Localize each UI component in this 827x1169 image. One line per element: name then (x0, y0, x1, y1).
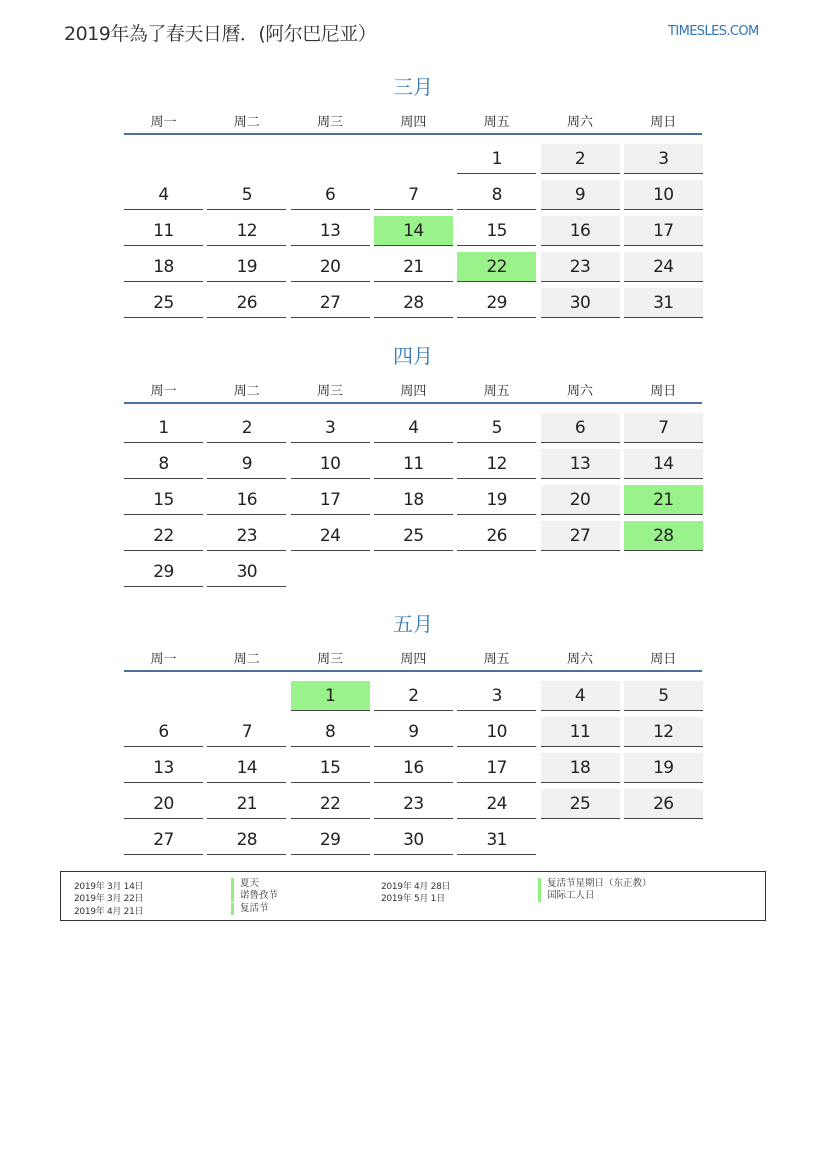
weekday-header: 周二 (233, 384, 260, 399)
holiday-cell: 1 (291, 681, 370, 711)
day-cell: 24 (291, 521, 370, 551)
day-cell: 12 (207, 216, 286, 246)
day-cell: 22 (291, 789, 370, 819)
weekday-header: 周五 (483, 115, 510, 130)
day-cell: 1 (457, 144, 536, 174)
day-cell: 3 (291, 413, 370, 443)
day-cell: 27 (291, 288, 370, 318)
holiday-cell: 22 (457, 252, 536, 282)
day-cell: 13 (291, 216, 370, 246)
day-cell: 15 (291, 753, 370, 783)
day-cell: 24 (624, 252, 703, 282)
day-cell: 20 (291, 252, 370, 282)
holiday-cell: 21 (624, 485, 703, 515)
month-title: 五月 (393, 612, 433, 636)
weekday-header: 周一 (150, 652, 177, 667)
day-cell: 8 (457, 180, 536, 210)
day-cell: 27 (124, 825, 203, 855)
weekday-header: 周二 (233, 115, 260, 130)
day-cell: 27 (541, 521, 620, 551)
day-cell: 15 (124, 485, 203, 515)
weekday-header: 周六 (566, 652, 593, 667)
legend-date: 2019年 3月 14日 (74, 882, 144, 892)
weekday-header: 周五 (483, 384, 510, 399)
legend-name: 国际工人日 (538, 890, 595, 902)
weekday-header: 周一 (150, 115, 177, 130)
day-cell: 23 (207, 521, 286, 551)
weekday-header: 周四 (400, 384, 427, 399)
day-cell: 29 (124, 557, 203, 587)
day-cell: 31 (457, 825, 536, 855)
holiday-cell: 14 (374, 216, 453, 246)
day-cell: 19 (624, 753, 703, 783)
day-cell: 26 (207, 288, 286, 318)
day-cell: 10 (457, 717, 536, 747)
day-cell: 6 (124, 717, 203, 747)
day-cell: 10 (624, 180, 703, 210)
day-cell: 9 (207, 449, 286, 479)
holiday-legend (60, 871, 766, 921)
day-cell: 6 (291, 180, 370, 210)
day-cell: 11 (541, 717, 620, 747)
day-cell: 18 (374, 485, 453, 515)
weekday-header: 周日 (650, 115, 677, 130)
day-cell: 18 (541, 753, 620, 783)
day-cell: 2 (207, 413, 286, 443)
weekday-header: 周日 (650, 652, 677, 667)
day-cell: 9 (541, 180, 620, 210)
day-cell: 28 (374, 288, 453, 318)
day-cell: 23 (374, 789, 453, 819)
month-title: 三月 (393, 75, 433, 99)
day-cell: 14 (624, 449, 703, 479)
day-cell: 17 (291, 485, 370, 515)
day-cell: 17 (457, 753, 536, 783)
header-rule (124, 670, 702, 672)
day-cell: 26 (624, 789, 703, 819)
day-cell: 7 (624, 413, 703, 443)
day-cell: 9 (374, 717, 453, 747)
day-cell: 4 (541, 681, 620, 711)
day-cell: 29 (291, 825, 370, 855)
day-cell: 29 (457, 288, 536, 318)
weekday-header: 周六 (566, 384, 593, 399)
weekday-header: 周四 (400, 652, 427, 667)
day-cell: 6 (541, 413, 620, 443)
day-cell: 14 (207, 753, 286, 783)
day-cell: 18 (124, 252, 203, 282)
day-cell: 12 (624, 717, 703, 747)
weekday-header: 周四 (400, 115, 427, 130)
day-cell: 25 (374, 521, 453, 551)
day-cell: 11 (374, 449, 453, 479)
day-cell: 22 (124, 521, 203, 551)
day-cell: 21 (374, 252, 453, 282)
day-cell: 21 (207, 789, 286, 819)
day-cell: 26 (457, 521, 536, 551)
legend-date: 2019年 4月 21日 (74, 907, 144, 917)
day-cell: 12 (457, 449, 536, 479)
weekday-header: 周一 (150, 384, 177, 399)
day-cell: 11 (124, 216, 203, 246)
weekday-header: 周三 (317, 115, 344, 130)
day-cell: 20 (541, 485, 620, 515)
day-cell: 15 (457, 216, 536, 246)
day-cell: 13 (541, 449, 620, 479)
brand-link[interactable]: TIMESLES.COM (668, 24, 759, 39)
legend-name: 复活节 (231, 903, 269, 915)
day-cell: 8 (124, 449, 203, 479)
day-cell: 4 (374, 413, 453, 443)
day-cell: 8 (291, 717, 370, 747)
day-cell: 4 (124, 180, 203, 210)
weekday-header: 周三 (317, 384, 344, 399)
day-cell: 16 (207, 485, 286, 515)
day-cell: 28 (207, 825, 286, 855)
day-cell: 3 (457, 681, 536, 711)
month-title: 四月 (393, 344, 433, 368)
day-cell: 30 (374, 825, 453, 855)
legend-date: 2019年 3月 22日 (74, 894, 144, 904)
holiday-cell: 28 (624, 521, 703, 551)
legend-date: 2019年 4月 28日 (381, 882, 451, 892)
day-cell: 25 (124, 288, 203, 318)
legend-name: 夏天 (231, 878, 259, 890)
day-cell: 20 (124, 789, 203, 819)
day-cell: 5 (457, 413, 536, 443)
day-cell: 2 (374, 681, 453, 711)
day-cell: 2 (541, 144, 620, 174)
header-rule (124, 133, 702, 135)
day-cell: 5 (624, 681, 703, 711)
legend-date: 2019年 5月 1日 (381, 894, 445, 904)
day-cell: 25 (541, 789, 620, 819)
day-cell: 1 (124, 413, 203, 443)
weekday-header: 周日 (650, 384, 677, 399)
day-cell: 30 (541, 288, 620, 318)
weekday-header: 周二 (233, 652, 260, 667)
day-cell: 7 (374, 180, 453, 210)
day-cell: 16 (541, 216, 620, 246)
day-cell: 3 (624, 144, 703, 174)
day-cell: 30 (207, 557, 286, 587)
day-cell: 19 (207, 252, 286, 282)
day-cell: 31 (624, 288, 703, 318)
day-cell: 5 (207, 180, 286, 210)
page-title: 2019年為了春天日曆．(阿尔巴尼亚） (64, 23, 377, 45)
weekday-header: 周五 (483, 652, 510, 667)
legend-name: 诺鲁孜节 (231, 890, 278, 902)
day-cell: 24 (457, 789, 536, 819)
legend-name: 复活节星期日（东正教） (538, 878, 652, 890)
weekday-header: 周三 (317, 652, 344, 667)
header-rule (124, 402, 702, 404)
weekday-header: 周六 (566, 115, 593, 130)
day-cell: 16 (374, 753, 453, 783)
day-cell: 10 (291, 449, 370, 479)
day-cell: 13 (124, 753, 203, 783)
day-cell: 23 (541, 252, 620, 282)
day-cell: 7 (207, 717, 286, 747)
day-cell: 17 (624, 216, 703, 246)
day-cell: 19 (457, 485, 536, 515)
